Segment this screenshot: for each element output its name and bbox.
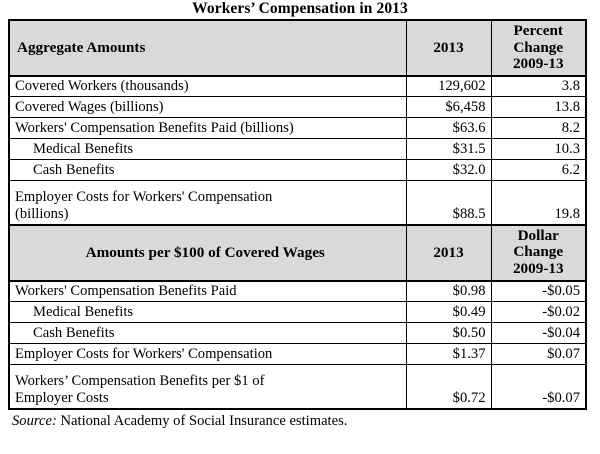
header-row-per-100 bbox=[9, 225, 586, 281]
row-label-line2: Employer Costs bbox=[15, 389, 109, 406]
row-value-2013: $0.72 bbox=[406, 365, 491, 409]
header-aggregate-change-line2: Change bbox=[513, 38, 564, 56]
row-value-change: -$0.07 bbox=[491, 365, 586, 409]
source-label: Source: bbox=[12, 412, 57, 429]
table-row bbox=[9, 160, 586, 181]
row-label: Workers' Compensation Benefits Paid (billions) bbox=[9, 118, 406, 139]
table-row bbox=[9, 97, 586, 118]
row-value-2013: $88.5 bbox=[406, 181, 491, 225]
header-amounts-per-100: Amounts per $100 of Covered Wages bbox=[9, 225, 406, 281]
row-value-change: 13.8 bbox=[491, 97, 586, 118]
table-row bbox=[9, 323, 586, 344]
table-row bbox=[9, 76, 586, 97]
header-per-100-change-line1: Dollar bbox=[517, 226, 559, 244]
row-value-2013: $0.49 bbox=[406, 302, 491, 323]
row-label bbox=[9, 365, 406, 409]
row-label-line1: Workers’ Compensation Benefits per $1 of bbox=[15, 372, 265, 389]
header-aggregate-change-line3: 2009-13 bbox=[512, 55, 564, 73]
row-value-change: 3.8 bbox=[491, 76, 586, 97]
header-per-100-dollar-change bbox=[491, 225, 586, 281]
header-per-100-change-line3: 2009-13 bbox=[512, 259, 564, 277]
header-row-aggregate bbox=[9, 20, 586, 76]
source-note bbox=[12, 413, 600, 430]
row-label: Medical Benefits bbox=[9, 139, 406, 160]
row-value-change: -$0.04 bbox=[491, 323, 586, 344]
table-row bbox=[9, 281, 586, 302]
header-per-100-year: 2013 bbox=[406, 225, 491, 281]
row-value-2013: $6,458 bbox=[406, 97, 491, 118]
source-text: National Academy of Social Insurance estimates. bbox=[56, 412, 348, 429]
row-label: Covered Workers (thousands) bbox=[9, 76, 406, 97]
row-label-line1: Employer Costs for Workers' Compensation bbox=[15, 188, 273, 205]
row-value-change: -$0.05 bbox=[491, 281, 586, 302]
row-value-change: 8.2 bbox=[491, 118, 586, 139]
workers-compensation-table bbox=[8, 19, 587, 410]
header-aggregate-percent-change bbox=[491, 20, 586, 76]
row-label-line2: (billions) bbox=[15, 205, 69, 222]
row-value-change: 6.2 bbox=[491, 160, 586, 181]
table-row bbox=[9, 344, 586, 365]
row-label: Cash Benefits bbox=[9, 160, 406, 181]
header-aggregate-amounts: Aggregate Amounts bbox=[9, 20, 406, 76]
row-label: Cash Benefits bbox=[9, 323, 406, 344]
table-container bbox=[8, 19, 585, 410]
row-value-change: -$0.02 bbox=[491, 302, 586, 323]
row-value-2013: $0.98 bbox=[406, 281, 491, 302]
row-value-2013: $31.5 bbox=[406, 139, 491, 160]
table-row bbox=[9, 302, 586, 323]
row-value-change: 10.3 bbox=[491, 139, 586, 160]
row-value-2013: $1.37 bbox=[406, 344, 491, 365]
row-label bbox=[9, 181, 406, 225]
row-label: Medical Benefits bbox=[9, 302, 406, 323]
table-row bbox=[9, 139, 586, 160]
table-row-benefits-per-dollar bbox=[9, 365, 586, 409]
row-label: Covered Wages (billions) bbox=[9, 97, 406, 118]
page-title: Workers’ Compensation in 2013 bbox=[192, 0, 408, 17]
header-aggregate-year: 2013 bbox=[406, 20, 491, 76]
row-value-change: $0.07 bbox=[491, 344, 586, 365]
row-value-2013: $63.6 bbox=[406, 118, 491, 139]
header-aggregate-change-line1: Percent bbox=[513, 22, 563, 39]
row-value-2013: $0.50 bbox=[406, 323, 491, 344]
header-per-100-change-line2: Change bbox=[513, 243, 564, 261]
row-label: Employer Costs for Workers' Compensation bbox=[9, 344, 406, 365]
row-value-2013: $32.0 bbox=[406, 160, 491, 181]
row-value-change: 19.8 bbox=[491, 181, 586, 225]
row-label: Workers' Compensation Benefits Paid bbox=[9, 281, 406, 302]
row-value-2013: 129,602 bbox=[406, 76, 491, 97]
table-row bbox=[9, 118, 586, 139]
table-row-employer-costs bbox=[9, 181, 586, 225]
